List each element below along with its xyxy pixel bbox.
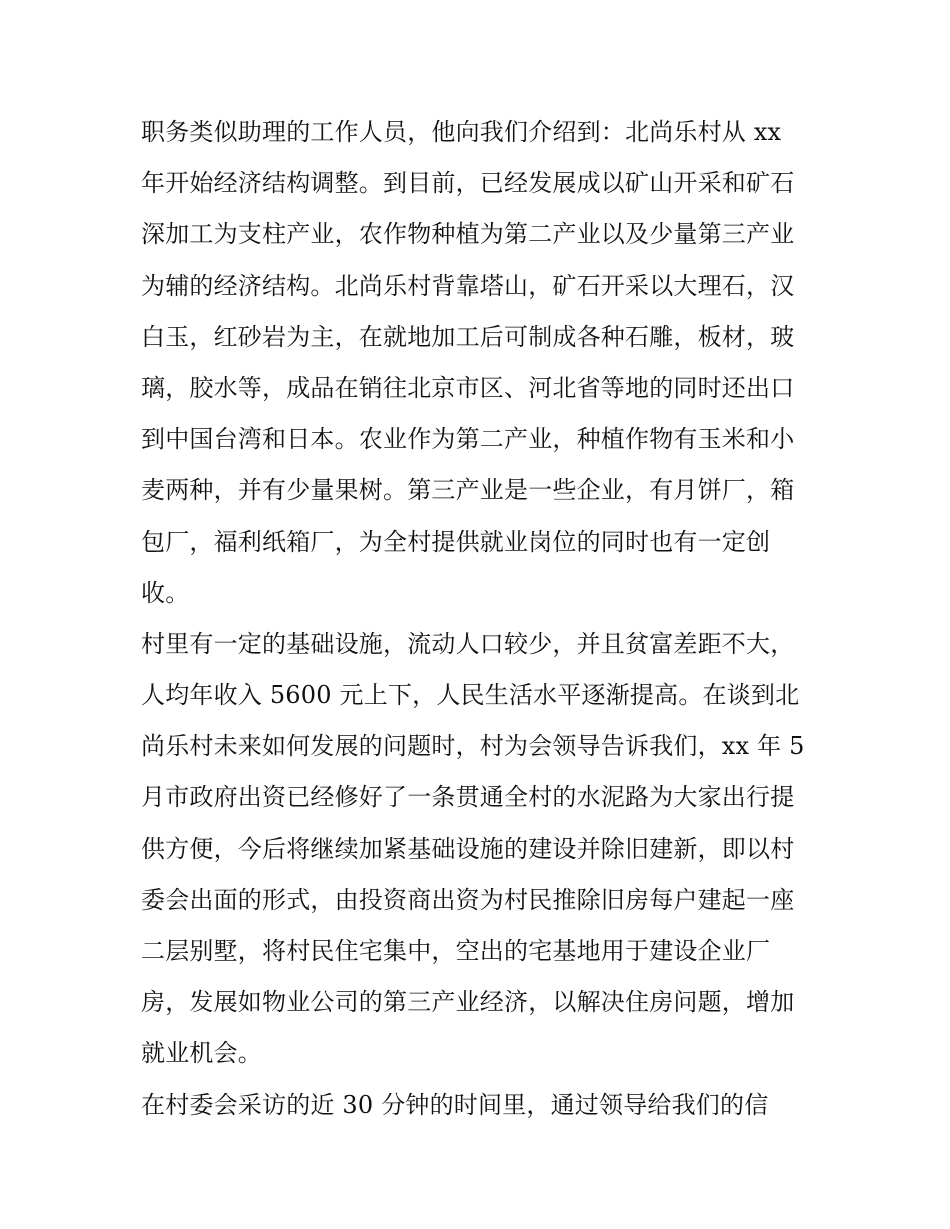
text-line: 职务类似助理的工作人员，他向我们介绍到：北尚乐村从 xx [141,118,782,146]
document-body [141,107,821,1131]
text-line: 璃，胶水等，成品在销往北京市区、河北省等地的同时还出口 [141,373,795,402]
text-line: 收。 [141,578,190,607]
text-line: 月市政府出资已经修好了一条贯通全村的水泥路为大家出行提 [141,783,795,812]
text-line: 到中国台湾和日本。农业作为第二产业，种植作物有玉米和小 [141,425,795,454]
text-line: 在村委会采访的近 30 分钟的时间里，通过领导给我们的信 [141,1090,769,1119]
paragraph-economy [141,107,821,619]
text-line: 包厂，福利纸箱厂，为全村提供就业岗位的同时也有一定创 [141,527,771,556]
text-line: 村里有一定的基础设施，流动人口较少，并且贫富差距不大， [141,629,795,658]
text-line: 年开始经济结构调整。到目前，已经发展成以矿山开采和矿石 [141,169,795,198]
text-line: 委会出面的形式，由投资商出资为村民推除旧房每户建起一座 [141,885,795,914]
text-line: 人均年收入 5600 元上下，人民生活水平逐渐提高。在谈到北 [141,681,800,710]
text-line: 为辅的经济结构。北尚乐村背靠塔山，矿石开采以大理石，汉 [141,271,795,300]
text-line: 就业机会。 [141,1039,262,1068]
text-line: 尚乐村未来如何发展的问题时，村为会领导告诉我们，xx 年 5 [141,732,805,761]
text-line: 深加工为支柱产业，农作物种植为第二产业以及少量第三产业 [141,220,795,249]
paragraph-infrastructure [141,619,821,1080]
text-line: 麦两种，并有少量果树。第三产业是一些企业，有月饼厂，箱 [141,476,795,505]
text-line: 二层别墅，将村民住宅集中，空出的宅基地用于建设企业厂 [141,937,771,965]
text-line: 房，发展如物业公司的第三产业经济，以解决住房问题，增加 [141,988,795,1017]
text-line: 白玉，红砂岩为主，在就地加工后可制成各种石雕，板材，玻 [141,322,795,351]
text-line: 供方便，今后将继续加紧基础设施的建设并除旧建新，即以村 [141,834,795,863]
paragraph-interview [141,1080,821,1131]
